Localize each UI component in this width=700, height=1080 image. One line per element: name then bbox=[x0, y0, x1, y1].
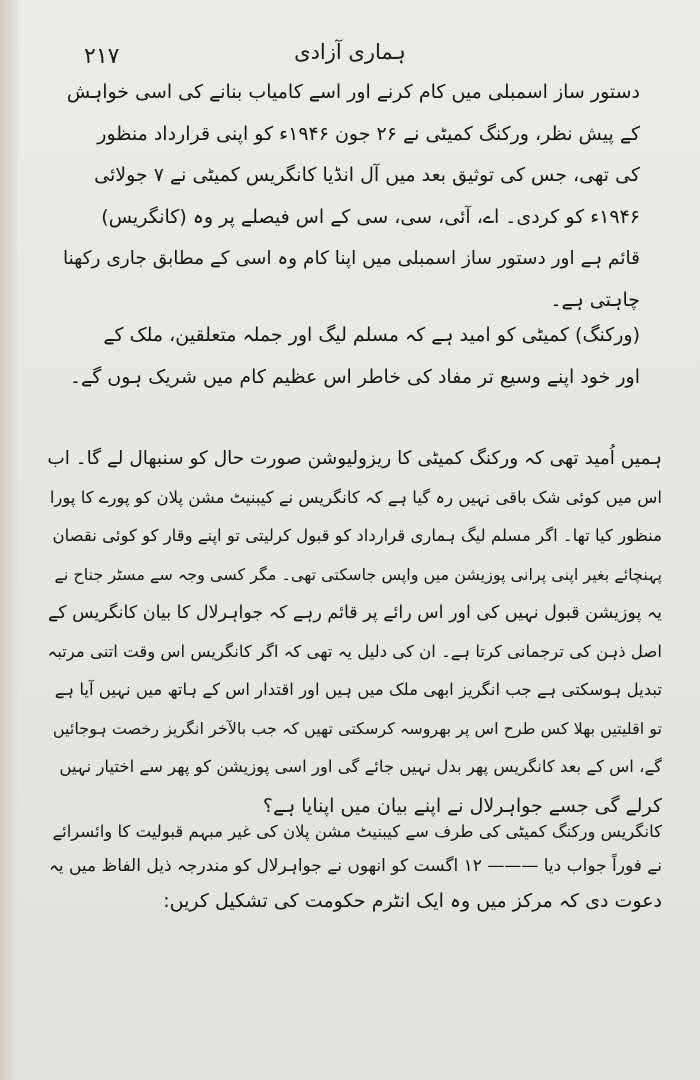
text-line: چاہتی ہے۔ bbox=[550, 288, 640, 311]
page-gutter-shadow bbox=[0, 0, 18, 1080]
text-line: دعوت دی کہ مرکز میں وہ ایک انٹرم حکومت کی تشکیل کریں: bbox=[163, 890, 662, 912]
text-line: قائم ہے اور دستور ساز اسمبلی میں اپنا کام وہ اسی کے مطابق جاری رکھنا bbox=[62, 248, 640, 269]
paragraph-1 bbox=[60, 72, 640, 321]
text-line: تو اقلیتیں بھلا کس طرح اس پر بھروسہ کرسکتی تھیں کہ جب بالآخر انگریز رخصت ہوجائیں bbox=[52, 718, 662, 738]
text-line: یہ پوزیشن قبول نہیں کی اور اس رائے پر قائم رہے کہ جواہرلال کا بیان کانگریس کے bbox=[48, 603, 662, 623]
text-line: کانگریس ورکنگ کمیٹی کی طرف سے کیبنیٹ مشن پلان کی غیر مبہم قبولیت کا وائسرائے bbox=[52, 822, 662, 841]
paragraph-2 bbox=[60, 314, 640, 398]
text-line: اس میں کوئی شک باقی نہیں رہ گیا ہے کہ کانگریس نے کیبنیٹ مشن پلان کو پورے کا پورا bbox=[49, 487, 662, 507]
running-header: ہماری آزادی bbox=[294, 40, 406, 64]
paragraph-4 bbox=[42, 814, 662, 919]
text-line: (ورکنگ) کمیٹی کو امید ہے کہ مسلم لیگ اور جملہ متعلقین، ملک کے bbox=[103, 324, 640, 346]
text-line: کے پیش نظر، ورکنگ کمیٹی نے ۲۶ جون ۱۹۴۶ء کو اپنی قرارداد منظور bbox=[97, 122, 640, 145]
paragraph-3 bbox=[42, 440, 662, 825]
text-line: کرلے گی جسے جواہرلال نے اپنے بیان میں اپنایا ہے؟ bbox=[262, 794, 662, 817]
text-line: اور خود اپنے وسیع تر مفاد کی خاطر اس عظیم کام میں شریک ہوں گے۔ bbox=[69, 366, 640, 388]
text-line: گے، اس کے بعد کانگریس پھر بدل نہیں جائے گی اور اسی پوزیشن کو پھر سے اختیار نہیں bbox=[59, 757, 662, 776]
text-line: پہنچائے بغیر اپنی پرانی پوزیشن میں واپس جاسکتی تھی۔ مگر کسی وجہ سے مسٹر جناح نے bbox=[54, 564, 662, 584]
text-line: اصل ذہن کی ترجمانی کرتا ہے۔ ان کی دلیل یہ تھی کہ اگر کانگریس اس وقت اتنی مرتبہ bbox=[47, 641, 662, 661]
text-line: ہمیں اُمید تھی کہ ورکنگ کمیٹی کا ریزولیوشن صورت حال کو سنبھال لے گا۔ اب bbox=[47, 448, 662, 469]
page-number: ۲۱۷ bbox=[84, 44, 120, 69]
text-line: تبدیل ہوسکتی ہے جب انگریز ابھی ملک میں ہیں اور اقتدار اس کے ہاتھ میں نہیں آیا ہے bbox=[54, 680, 662, 699]
text-line: منظور کیا تھا۔ اگر مسلم لیگ ہماری قرارداد کو قبول کرلیتی تو اپنے وقار کو کوئی نقصان bbox=[52, 526, 662, 545]
text-line: ۱۹۴۶ء کو کردی۔ اے، آئی، سی، سی کے اس فیصلے پر وہ (کانگریس) bbox=[101, 205, 640, 228]
text-line: نے فوراً جواب دیا ——— ۱۲ اگست کو انھوں نے جواہرلال کو مندرجہ ذیل الفاظ میں یہ bbox=[48, 856, 662, 876]
text-line: دستور ساز اسمبلی میں کام کرنے اور اسے کامیاب بنانے کی اسی خواہش bbox=[66, 81, 640, 103]
text-line: کی تھی، جس کی توثیق بعد میں آل انڈیا کانگریس کمیٹی نے ۷ جولائی bbox=[94, 164, 640, 186]
